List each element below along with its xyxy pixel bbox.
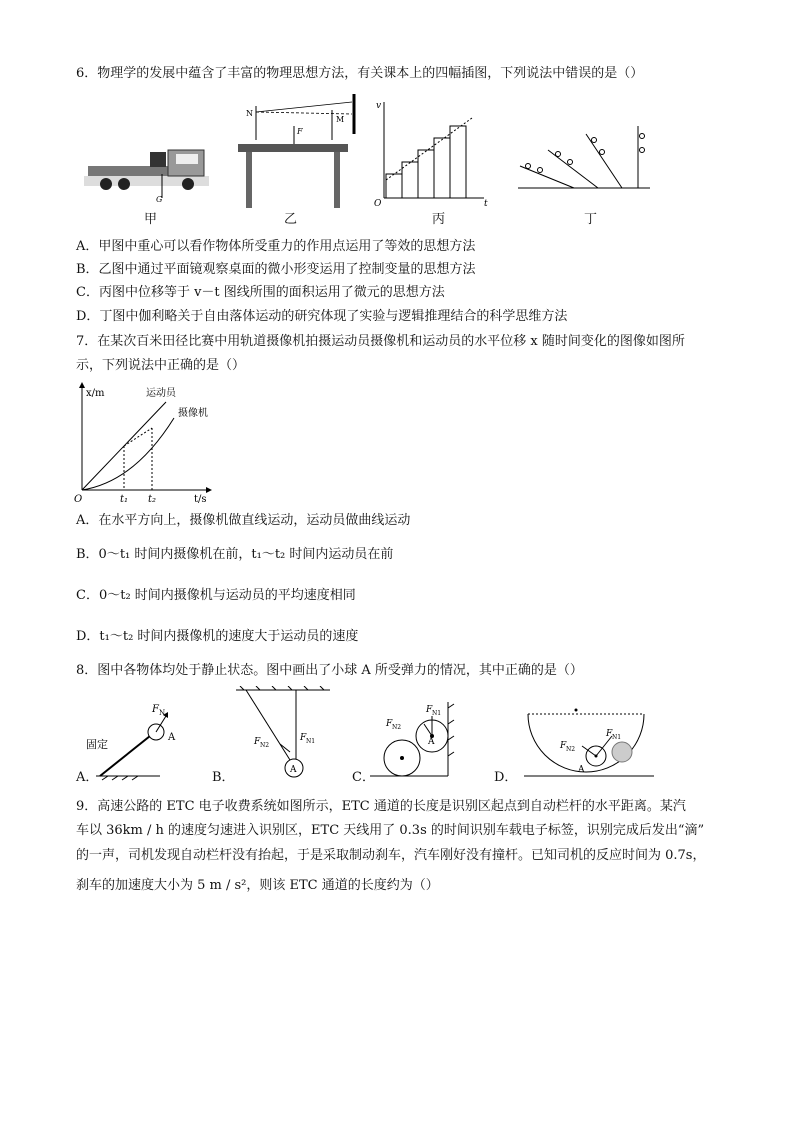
q8-option-c[interactable]: C． [352,770,375,785]
q8-option-d[interactable]: D． [494,770,518,785]
q7-stem-line1: 7．在某次百米田径比赛中用轨道摄像机拍摄运动员摄像机和运动员的水平位移 x 随时间变化的图像如图所 [76,334,685,349]
fig-yi-n: N [246,109,253,118]
q8b-ball: A [290,765,297,775]
q8d-sub1: N1 [612,734,622,741]
q8-fig-b [226,686,336,782]
q7-ylabel: x/m [86,388,105,399]
q8c-f1: F [426,705,433,715]
q7-xt-graph [74,382,224,504]
fig-yi-f: F [297,127,303,136]
q7-t2: t₂ [148,494,157,504]
fig-bing-o: O [374,199,382,208]
fig-jia-g-label: G [156,195,163,204]
q8b-sub2: N2 [260,742,270,749]
q7-label-athlete: 运动员 [146,388,176,399]
q8b-f2: F [254,737,261,747]
fig-yi-table [234,92,362,210]
q6-stem: 6．物理学的发展中蕴含了丰富的物理思想方法，有关课本上的四幅插图，下列说法中错误的是（） [76,66,644,81]
q8d-sub2: N2 [566,746,576,753]
q8c-ball: A [428,737,435,747]
q8-stem: 8．图中各物体均处于静止状态。图中画出了小球 A 所受弹力的情况，其中正确的是（） [76,663,583,678]
q8-fig-d [514,706,664,784]
q7-option-b[interactable]: B．0～t₁ 时间内摄像机在前，t₁～t₂ 时间内运动员在前 [76,547,394,562]
q9-line2: 车以 36km / h 的速度匀速进入识别区，ETC 天线用了 0.3s 的时间识别车载电子标签，识别完成后发出“滴” [76,823,705,838]
q6-option-a[interactable]: A．甲图中重心可以看作物体所受重力的作用点运用了等效的思想方法 [76,239,476,254]
q8b-sub1: N1 [306,738,316,745]
fig-bing-vt [372,96,492,208]
q9-line3: 的一声，司机发现自动栏杆没有抬起，于是采取制动刹车，汽车刚好没有撞杆。已知司机的反应时间为 0.7s， [76,848,706,863]
q8a-ball: A [168,732,176,743]
q8c-sub1: N1 [432,710,442,717]
q7-option-d[interactable]: D．t₁～t₂ 时间内摄像机的速度大于运动员的速度 [76,629,359,644]
caption-ding: 丁 [584,212,598,227]
q7-option-c[interactable]: C．0～t₂ 时间内摄像机与运动员的平均速度相同 [76,588,356,603]
q8d-f1: F [606,729,613,739]
fig-bing-t: t [484,199,488,208]
fig-jia-truck [84,140,214,205]
q7-label-camera: 摄像机 [178,408,208,419]
q8b-f1: F [300,733,307,743]
q8-option-b[interactable]: B． [212,770,235,785]
q6-option-d[interactable]: D．丁图中伽利略关于自由落体运动的研究体现了实验与逻辑推理结合的科学思维方法 [76,309,568,324]
q7-t1: t₁ [120,494,129,504]
fig-yi-m: M [336,115,345,124]
q8c-sub2: N2 [392,724,402,731]
q8-fig-a [84,696,194,782]
q8-option-a[interactable]: A． [76,770,99,785]
q8a-fixed: 固定 [86,738,108,751]
q8a-f: F [152,704,159,715]
caption-jia: 甲 [144,212,158,227]
q9-line4: 刹车的加速度大小为 5 m / s²，则该 ETC 通道的长度约为（） [76,878,439,893]
q7-stem-line2: 示，下列说法中正确的是（） [76,358,246,373]
q8c-f2: F [386,719,393,729]
q8d-f2: F [560,741,567,751]
caption-bing: 丙 [432,212,446,227]
fig-bing-v: v [376,101,382,111]
q7-xlabel: t/s [194,494,207,504]
q8a-sub: N [159,709,166,717]
q7-option-a[interactable]: A．在水平方向上，摄像机做直线运动，运动员做曲线运动 [76,513,411,528]
q9-line1: 9．高速公路的 ETC 电子收费系统如图所示，ETC 通道的长度是识别区起点到自动栏杆的水平距离。某汽 [76,799,686,814]
q8d-ball: A [578,765,585,775]
q7-origin: O [74,494,83,504]
q6-option-c[interactable]: C．丙图中位移等于 v－t 图线所围的面积运用了微元的思想方法 [76,285,445,300]
caption-yi: 乙 [284,212,298,227]
q6-option-b[interactable]: B．乙图中通过平面镜观察桌面的微小形变运用了控制变量的思想方法 [76,262,476,277]
fig-ding-inclines [514,122,654,192]
q8-fig-c [368,696,468,782]
